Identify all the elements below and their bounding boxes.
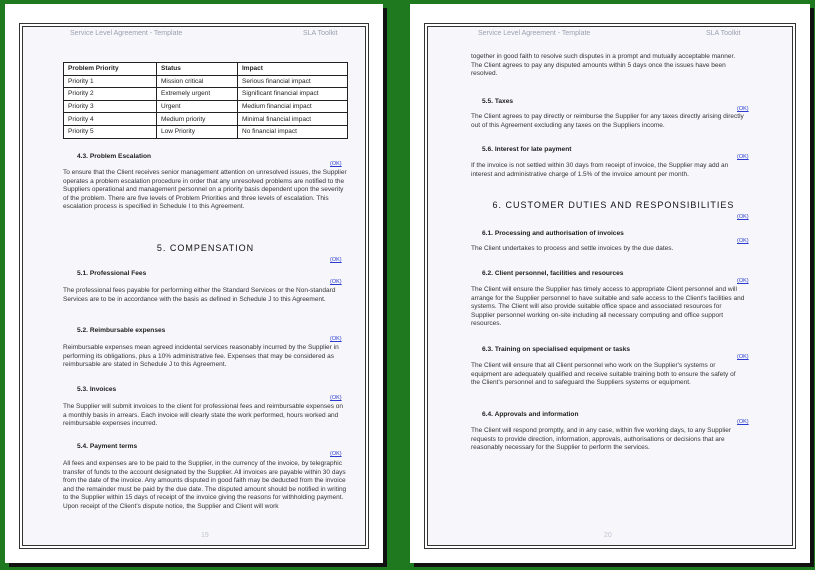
table-row	[64, 75, 348, 88]
ok-link[interactable]: (OK)	[330, 257, 342, 263]
paragraph-6-1: The Client undertakes to process and settle invoices by the due dates.	[471, 245, 674, 252]
ok-link[interactable]: (OK)	[737, 278, 749, 284]
paragraph-4-3: To ensure that the Client receives senior management attention on unresolved issues, the Supplier operates a problem escalation procedure in order that any unresolved problems are notified to the Suppliers operational and management personnel on a priority basis dependent upon the severity of the problem. There are five levels of Problem Priorities and three levels of escalation. This escalation process is specified in Schedule I to this Agreement.	[63, 169, 347, 211]
table-cell: Extremely urgent	[157, 88, 238, 101]
ok-link[interactable]: (OK)	[330, 451, 342, 457]
ok-link[interactable]: (OK)	[737, 354, 749, 360]
ok-link[interactable]: (OK)	[330, 279, 342, 285]
table-row	[64, 125, 348, 138]
table-cell: Medium financial impact	[238, 100, 348, 113]
table-row	[64, 88, 348, 101]
paragraph-5-3: The Supplier will submit invoices to the client for professional fees and reimbursable expenses on a monthly basis in arrears. Each invoice will clearly state the work performed, hours worked and reimbursable expenses incurred.	[63, 403, 344, 428]
table-cell: Minimal financial impact	[238, 113, 348, 126]
paragraph-5-2: Reimbursable expenses mean agreed incidental services reasonably incurred by the Supplier in performing its obligations, plus a 10% administrative fee. Expenses that may be considered as reimbursable are stated in Schedule J to this Agreement.	[63, 344, 339, 369]
ok-link[interactable]: (OK)	[737, 154, 749, 160]
heading-6-2: 6.2. Client personnel, facilities and resources	[482, 270, 624, 277]
paragraph-continued: together in good faith to resolve such disputes in a prompt and mutually acceptable manner. The Client agrees to pay any disputed amounts within 5 days once the issues have been resolved.	[471, 53, 736, 78]
ok-link[interactable]: (OK)	[737, 106, 749, 112]
ok-link[interactable]: (OK)	[330, 161, 342, 167]
page-number: 19	[201, 532, 209, 539]
table-cell: Low Priority	[157, 125, 238, 138]
priority-table	[63, 62, 348, 139]
table-cell: Mission critical	[157, 75, 238, 88]
table-cell: Priority 2	[64, 88, 157, 101]
table-row	[64, 100, 348, 113]
ok-link[interactable]: (OK)	[330, 395, 342, 401]
heading-5-3: 5.3. Invoices	[77, 386, 117, 393]
heading-5-2: 5.2. Reimbursable expenses	[77, 327, 166, 334]
heading-4-3: 4.3. Problem Escalation	[77, 153, 152, 160]
table-cell: Serious financial impact	[238, 75, 348, 88]
heading-5-1: 5.1. Professional Fees	[77, 270, 147, 277]
heading-5-4: 5.4. Payment terms	[77, 443, 138, 450]
header-toolkit: SLA Toolkit	[706, 30, 741, 37]
heading-5-6: 5.6. Interest for late payment	[482, 146, 572, 153]
table-header: Impact	[238, 63, 348, 76]
paragraph-5-5: The Client agrees to pay directly or reimburse the Supplier for any taxes directly arising directly out of this Agreement excluding any taxes on the Suppliers income.	[471, 113, 744, 129]
paragraph-6-4: The Client will respond promptly, and in any case, within five working days, to any Supplier requests to provide direction, information, approvals, authorisations or decisions that are reasonably necessary for the Supplier to perform the services.	[471, 427, 732, 452]
table-cell: Priority 4	[64, 113, 157, 126]
ok-link[interactable]: (OK)	[330, 336, 342, 342]
section-5-title: 5. COMPENSATION	[156, 243, 255, 253]
ok-link[interactable]: (OK)	[737, 238, 749, 244]
paragraph-6-3: The Client will ensure that all Client personnel who work on the Supplier's systems or equipment are adequately qualified and receive suitable training both to ensure the safety of the Client's personnel and to safeguard the Suppliers systems or equipment.	[471, 362, 736, 387]
header-title: Service Level Agreement - Template	[70, 30, 183, 37]
table-header: Problem Priority	[64, 63, 157, 76]
paragraph-6-2: The Client will ensure the Supplier has timely access to appropriate Client personnel and will arrange for the Supplier personnel to have suitable and safe access to the Client's facilities and systems. The Client will also provide suitable office space and associated resources for Supplier personnel working on-site including all necessary computing and office support resources.	[471, 286, 745, 328]
header-toolkit: SLA Toolkit	[303, 30, 338, 37]
header-title: Service Level Agreement - Template	[478, 30, 591, 37]
section-6-title: 6. CUSTOMER DUTIES AND RESPONSIBILITIES	[492, 200, 735, 210]
table-header-row	[64, 63, 348, 76]
document-page-right	[410, 4, 810, 563]
paragraph-5-1: The professional fees payable for performing either the Standard Services or the Non-standard Services are to be in accordance with the basis as defined in Schedule J to this Agreement.	[63, 287, 336, 303]
table-header: Status	[157, 63, 238, 76]
ok-link[interactable]: (OK)	[737, 419, 749, 425]
page-number: 20	[604, 532, 612, 539]
heading-6-4: 6.4. Approvals and information	[482, 411, 579, 418]
table-cell: Medium priority	[157, 113, 238, 126]
heading-5-5: 5.5. Taxes	[482, 98, 514, 105]
heading-6-3: 6.3. Training on specialised equipment or tasks	[482, 346, 631, 353]
paragraph-5-6: If the invoice is not settled within 30 days from receipt of invoice, the Supplier may add an interest and administrative charge of 1.5% of the invoice amount per month.	[471, 162, 729, 178]
paragraph-5-4: All fees and expenses are to be paid to the Supplier, in the currency of the invoice, by telegraphic transfer of funds to the account designated by the Supplier. All invoices are payable within 30 days from the date of the invoice. Any amounts disputed in good faith may be deducted from the invoice and the remainder must be paid by the due date. The disputed amount should be notified in writing to the Supplier within 15 days of receipt of the invoice giving the reasons for withholding payment. Upon receipt of the Client's dispute notice, the Supplier and Client will work	[63, 460, 347, 510]
ok-link[interactable]: (OK)	[737, 214, 749, 220]
table-cell: Urgent	[157, 100, 238, 113]
document-page-left	[5, 4, 383, 563]
heading-6-1: 6.1. Processing and authorisation of invoices	[482, 230, 624, 237]
table-cell: Priority 5	[64, 125, 157, 138]
table-cell: Priority 3	[64, 100, 157, 113]
table-row	[64, 113, 348, 126]
table-cell: No financial impact	[238, 125, 348, 138]
table-cell: Significant financial impact	[238, 88, 348, 101]
table-cell: Priority 1	[64, 75, 157, 88]
